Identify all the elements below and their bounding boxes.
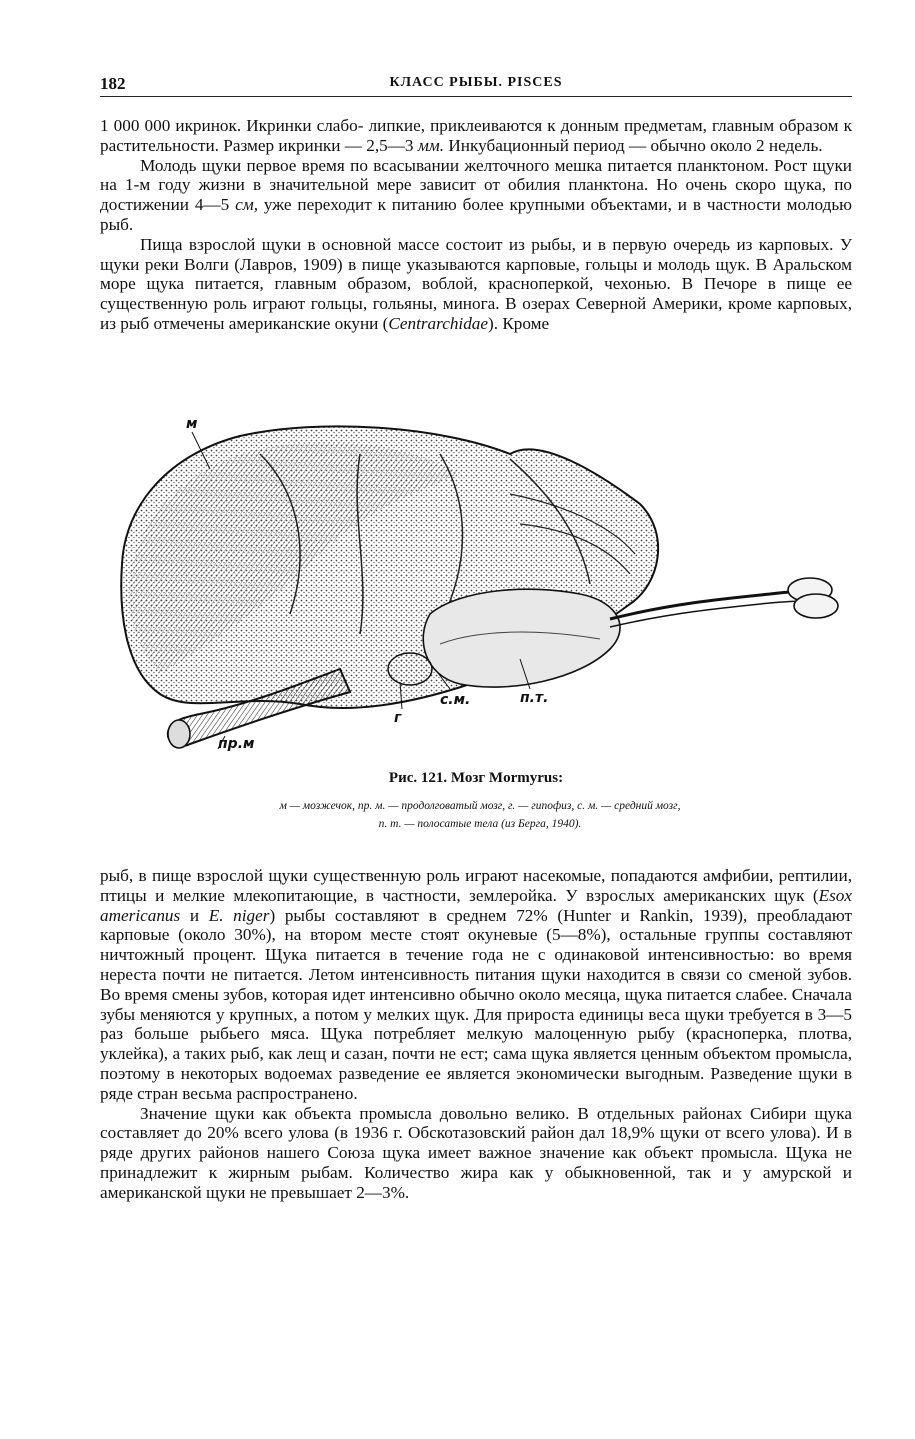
paragraph-2: Молодь щуки первое время по всасывании желточного мешка питается планктоном. Рост щуки на 1-м году жизни в значительной мере зависит от обилия планктона. Но очень скоро щука, по достижении 4—5 см, уже переходит к питанию более крупными объектами, и в частности молодью рыб. [100,155,853,234]
page-header [100,70,852,97]
hypophysis-shape [388,653,432,685]
label-m: м [186,416,198,432]
paragraph-1: 1 000 000 икринок. Икринки слабо- липкие, приклеиваются к донным предметам, главным образом к растительности. Размер икринки — 2,5—3 мм. Инкубационный период — обычно около 2 недель. [100,116,852,155]
midbrain-shape [423,589,620,687]
top-text [100,116,852,334]
page-number: 182 [100,74,126,93]
label-sm: с.м. [440,692,471,708]
label-g: г [394,710,402,726]
label-prm: пр.м [218,736,255,752]
brain-illustration [110,414,855,759]
bottom-text [100,866,852,1203]
brain-figure [110,414,855,759]
figure-caption-legend: м — мозжечок, пр. м. — продолговатый мозг, г. — гипофиз, с. м. — средний мозг, п. т. — полосатые тела (из Берга, 1940). [279,800,681,830]
figure-caption-title: Рис. 121. Мозг Mormyrus: [388,770,564,786]
olfactory-bulb-2 [794,594,838,618]
paragraph-3: Пища взрослой щуки в основной массе состоит из рыбы, и в первую очередь из карповых. У щуки реки Волги (Лавров, 1909) в пище указываются карповые, гольцы и молодь щук. В Аральском море щука питается, главным образом, воблой, красноперкой, чехонью. В Печоре в пище ее существенную роль играют гольцы, гольяны, минога. В озерах Северной Америки, кроме карповых, из рыб отмечены американские окуни (Centrarchidae). Кроме [100,234,852,333]
paragraph-5: Значение щуки как объекта промысла довольно велико. В отдельных районах Сибири щука составляет до 20% всего улова (в 1936 г. Обскотазовский район дал 18,9% щуки от всего улова). И в ряде других районов нашего Союза щука имеет важное значение как объект промысла. Щука не принадлежит к жирным рыбам. Количество жира как у обыкновенной, так и у амурской и американской щуки не превышает 2—3%. [100,1103,852,1202]
paragraph-4: рыб, в пище взрослой щуки существенную роль играют насекомые, попадаются амфибии, рептилии, птицы и мелкие млекопитающие, в частности, землеройка. У взрослых американских щук (Esox americanus и E. niger) рыбы составляют в среднем 72% (Hunter и Rankin, 1939), преобладают карповые (около 30%), на втором месте стоят окуневые (5—8%), остальные группы составляют ничтожный процент. Щука питается в течение года не с одинаковой интенсивностью: во время нереста почти не питается. Летом интенсивность питания щуки находится в связи со сменой зубов. Во время смены зубов, которая идет интенсивно обычно около месяца, щука питается слабее. Сначала зубы меняются у крупных, а потом у мелких щук. Для прироста единицы веса щуки требуется в 3—5 раз больше рыбьего мяса. Щука потребляет мелкую малоценную рыбу (красноперка, плотва, уклейка), а таких рыб, как лещ и сазан, почти не ест; сама щука является ценным объектом промысла, поэтому в некоторых водоемах разведение ее является экономически выгодным. Разведение щуки в ряде стран весьма распространено. [100,866,853,1103]
running-head: КЛАСС РЫБЫ. PISCES [389,75,563,90]
label-pt: п.т. [520,690,549,706]
